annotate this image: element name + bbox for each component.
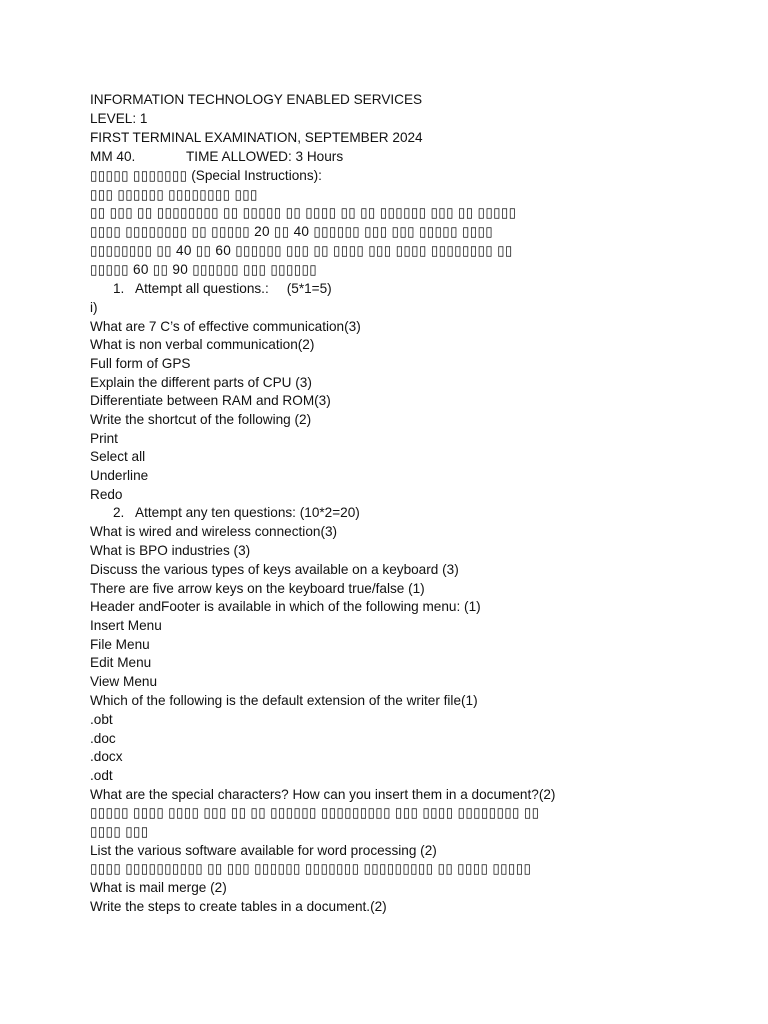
instructions-heading-text: (Special Instructions): xyxy=(191,168,322,183)
section-1-roman: i) xyxy=(90,300,98,315)
list-item: View Menu xyxy=(90,674,157,689)
marks-time-line xyxy=(90,148,343,166)
section-1-label: Attempt all questions.: xyxy=(135,281,269,296)
list-item: ▯▯▯▯ ▯▯▯ xyxy=(90,824,149,839)
list-item: Header andFooter is available in which of the following menu: (1) xyxy=(90,599,481,614)
list-item: List the various software available for word processing (2) xyxy=(90,843,437,858)
document-title: INFORMATION TECHNOLOGY ENABLED SERVICES xyxy=(90,92,423,107)
list-item: Write the steps to create tables in a document.(2) xyxy=(90,899,387,914)
list-item: Redo xyxy=(90,487,123,502)
list-item: .odt xyxy=(90,768,113,783)
section-1-heading xyxy=(113,280,332,298)
max-marks: MM 40. xyxy=(90,149,136,164)
list-item: Discuss the various types of keys available on a keyboard (3) xyxy=(90,562,459,577)
list-item: .doc xyxy=(90,731,116,746)
list-item: What is wired and wireless connection(3) xyxy=(90,524,338,539)
instruction-line-4: ▯▯▯▯▯▯▯▯ ▯▯ 40 ▯▯ 60 ▯▯▯▯▯▯ ▯▯▯ ▯▯ ▯▯▯▯ ▯▯▯ ▯▯▯▯ ▯▯▯▯▯▯▯▯ ▯▯ xyxy=(90,243,513,258)
list-item: What are the special characters? How can you insert them in a document?(2) xyxy=(90,787,556,802)
list-item: ▯▯▯▯ ▯▯▯▯▯▯▯▯▯▯ ▯▯ ▯▯▯ ▯▯▯▯▯▯ ▯▯▯▯▯▯▯ ▯▯▯▯▯▯▯▯▯ ▯▯ ▯▯▯▯ ▯▯▯▯▯ xyxy=(90,861,532,876)
list-item: There are five arrow keys on the keyboard true/false (1) xyxy=(90,581,425,596)
list-item: Select all xyxy=(90,449,146,464)
section-2-heading xyxy=(113,504,360,522)
section-2-label: Attempt any ten questions: (10*2=20) xyxy=(135,505,360,520)
special-instructions-heading xyxy=(90,167,322,185)
section-1-marks: (5*1=5) xyxy=(286,281,332,296)
list-item: Underline xyxy=(90,468,149,483)
instruction-line-2: ▯▯ ▯▯▯ ▯▯ ▯▯▯▯▯▯▯▯ ▯▯ ▯▯▯▯▯ ▯▯ ▯▯▯▯ ▯▯ ▯▯ ▯▯▯▯▯▯ ▯▯▯ ▯▯ ▯▯▯▯▯ xyxy=(90,205,517,220)
exam-line: FIRST TERMINAL EXAMINATION, SEPTEMBER 2024 xyxy=(90,130,423,145)
list-item: What is mail merge (2) xyxy=(90,880,227,895)
section-2-number: 2. xyxy=(113,505,125,520)
list-item: What is non verbal communication(2) xyxy=(90,337,315,352)
time-allowed: TIME ALLOWED: 3 Hours xyxy=(186,149,344,164)
list-item: Which of the following is the default extension of the writer file(1) xyxy=(90,693,478,708)
list-item: Insert Menu xyxy=(90,618,162,633)
instructions-heading-glyphs: ▯▯▯▯▯ ▯▯▯▯▯▯▯ xyxy=(90,168,188,183)
section-1-number: 1. xyxy=(113,281,125,296)
list-item: Edit Menu xyxy=(90,655,152,670)
list-item: .docx xyxy=(90,749,123,764)
instruction-line-5: ▯▯▯▯▯ 60 ▯▯ 90 ▯▯▯▯▯▯ ▯▯▯ ▯▯▯▯▯▯ xyxy=(90,262,318,277)
list-item: ▯▯▯▯▯ ▯▯▯▯ ▯▯▯▯ ▯▯▯ ▯▯ ▯▯ ▯▯▯▯▯▯ ▯▯▯▯▯▯▯▯▯ ▯▯▯ ▯▯▯▯ ▯▯▯▯▯▯▯▯ ▯▯ xyxy=(90,805,540,820)
list-item: Explain the different parts of CPU (3) xyxy=(90,375,312,390)
list-item: .obt xyxy=(90,712,113,727)
list-item: File Menu xyxy=(90,637,150,652)
list-item: Write the shortcut of the following (2) xyxy=(90,412,312,427)
instruction-line-1: ▯▯▯ ▯▯▯▯▯▯ ▯▯▯▯▯▯▯▯ ▯▯▯ xyxy=(90,187,258,202)
list-item: What is BPO industries (3) xyxy=(90,543,251,558)
instruction-line-3: ▯▯▯▯ ▯▯▯▯▯▯▯▯ ▯▯ ▯▯▯▯▯ 20 ▯▯ 40 ▯▯▯▯▯▯ ▯▯▯ ▯▯▯ ▯▯▯▯▯ ▯▯▯▯ xyxy=(90,224,494,239)
list-item: Full form of GPS xyxy=(90,356,191,371)
level-line: LEVEL: 1 xyxy=(90,111,148,126)
list-item: Print xyxy=(90,431,118,446)
list-item: Differentiate between RAM and ROM(3) xyxy=(90,393,331,408)
list-item: What are 7 C’s of effective communication(3) xyxy=(90,319,361,334)
